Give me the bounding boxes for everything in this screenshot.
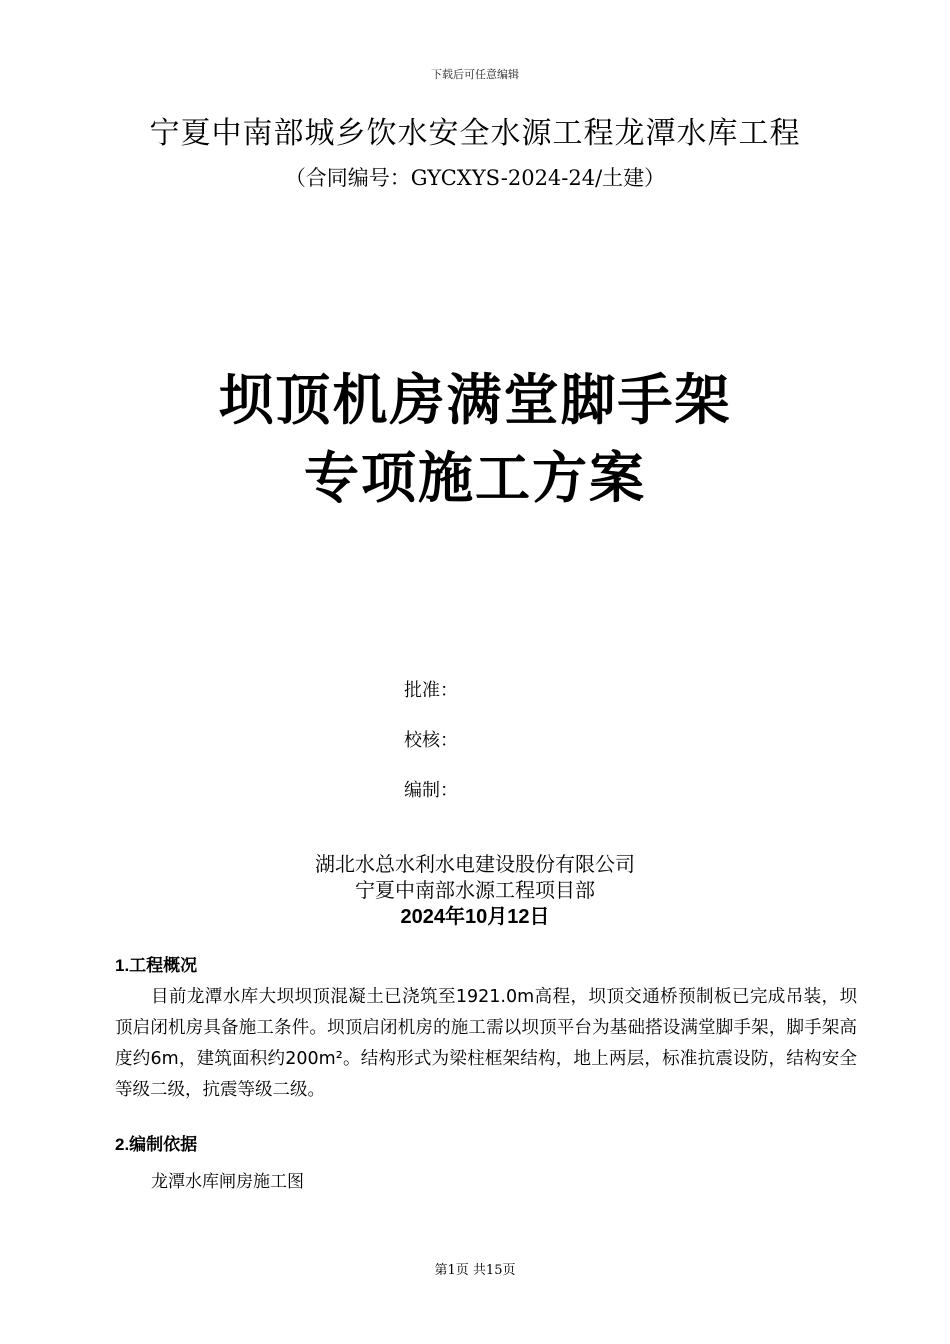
project-title: 宁夏中南部城乡饮水安全水源工程龙潭水库工程 xyxy=(149,116,801,151)
company-name: 湖北水总水利水电建设股份有限公司 xyxy=(315,852,635,876)
document-date: 2024年10月12日 xyxy=(400,906,550,928)
section-body-basis: 龙潭水库闸房施工图 xyxy=(151,1172,304,1192)
compile-label: 编制： xyxy=(404,780,458,801)
header-note: 下载后可任意编辑 xyxy=(431,68,519,81)
document-title-line-2: 专项施工方案 xyxy=(303,446,646,510)
approve-label: 批准： xyxy=(404,680,458,701)
section-body-overview: 目前龙潭水库大坝坝顶混凝土已浇筑至1921.0m高程，坝顶交通桥预制板已完成吊装，坝顶启闭机房具备施工条件。坝顶启闭机房的施工需以坝顶平台为基础搭设满堂脚手架，脚手架高度约6m，建筑面积约200m²。结构形式为梁柱框架结构，地上两层，标准抗震设防，结构安全等级二级，抗震等级二级。 xyxy=(115,987,857,1100)
contract-number: （合同编号：GYCXYS-2024-24/土建） xyxy=(284,166,666,190)
section-heading-overview: 1.工程概况 xyxy=(115,956,198,975)
document-title-line-1: 坝顶机房满堂脚手架 xyxy=(218,368,732,432)
section-heading-basis: 2.编制依据 xyxy=(115,1135,198,1154)
page-footer: 第1页 共15页 xyxy=(434,1263,516,1278)
project-department: 宁夏中南部水源工程项目部 xyxy=(355,878,595,902)
review-label: 校核： xyxy=(404,730,458,751)
